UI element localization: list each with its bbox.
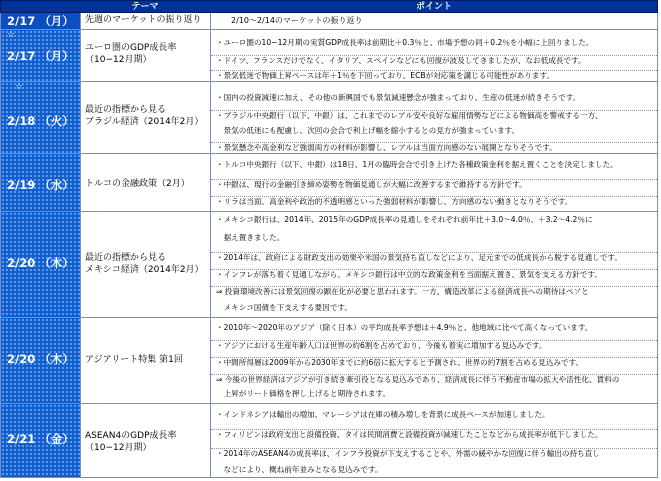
date-text: 2/18 （火） [7,114,74,128]
point-line: などにより、概ね前年並みとなる見込みです。 [216,465,383,474]
point-line: 据え置きました。 [216,233,285,242]
points-cell [211,404,657,477]
theme-line: 最近の指標から見る [85,105,167,115]
star-icon: ☆ [7,30,16,40]
theme-line: ブラジル経済（2014年2月） [85,117,204,127]
date-text: 2/19 （水） [7,178,74,192]
table-row-asia-reit [0,318,658,404]
table-row-review [0,13,658,30]
point-line: ・ブラジル中央銀行（以下、中銀）は、これまでのレアル安や良好な雇用情勢などによる物価高を警戒する一方、 [211,110,657,121]
point-line: ・アジアにおける生産年齢人口は世界の約6割を占めており、今後も着実に増加する見込みです。 [211,340,657,351]
date-text: 2/21 （金） [7,432,74,446]
theme-line: ASEAN4のGDP成長率 [85,431,177,441]
point-line: 上昇がリート価格を押し上げると期待されます。 [216,389,391,398]
point-line: ・景気低迷で物価上昇ペースは年＋1％を下回っており、ECBが対応策を講じる可能性があります。 [211,70,657,81]
table-row-brazil [0,82,658,154]
table-row-turkey [0,154,658,212]
date-cell [1,154,81,211]
header-point: ポイント [415,2,452,12]
point-line: ・中銀は、現行の金融引き締め姿勢を物価見通しが大幅に改善するまで維持する方針です。 [211,179,657,190]
date-cell [1,318,81,403]
point-line: ・国内の投資減速に加え、その他の新興国でも景気減速懸念が強まっており、生産の低迷が続きそうです。 [216,93,581,102]
date-cell [1,82,81,153]
date-cell [1,404,81,477]
theme-line: メキシコ経済（2014年2月） [85,265,204,275]
point-line: ・リラは当面、高金利や政治的不透明感といった強弱材料が影響し、方向感のない動きとなりそうです。 [211,196,657,207]
points-cell [211,82,657,153]
point-line: ・2010年～2020年のアジア（除く日本）の平均成長率予想は＋4.9％と、他地域に比べて高くなっています。 [216,323,593,332]
point-line: ・ユーロ圏の10−12月期の実質GDP成長率は前期比＋0.3％と、市場予想の同＋0.2％を小幅に上回りました。 [216,38,594,47]
point-line: ・景気懸念や高金利など強弱両方の材料が影響し、レアルは当面方向感のない展開となりそうです。 [211,142,657,153]
point-line: ・2014年のASEAN4の成長率は、インフラ投資が下支えすることや、外需の緩やかな回復に伴う輸出の持ち直し [211,448,657,459]
point-line: ・中間所得層は2009年から2030年までに約6倍に拡大すると予測され、世界の約7割を占める見込みです。 [211,357,657,368]
theme-cell [81,154,211,211]
table-row-mexico [0,212,658,318]
table-row-euro-gdp [0,30,658,82]
table-header [0,0,658,13]
point-line: メキシコ国債を下支えする要因です。 [216,303,353,312]
header-theme: テーマ [131,2,159,12]
theme-cell [81,318,211,403]
point-line: 景気の低迷にも配慮し、次回の会合で利上げ幅を縮小するとの見方が強まっています。 [216,126,520,135]
theme-line: アジアリート特集 第1回 [85,355,183,365]
point-line: ・メキシコ銀行は、2014年、2015年のGDP成長率の見通しをそれぞれ前年比＋3.0～4.0％、＋3.2～4.2％に [216,215,593,224]
point-line: ・インドネシアは輸出の増加、マレーシアは在庫の積み増しを背景に成長ペースが加速しました。 [216,410,550,419]
theme-cell [81,13,211,29]
theme-cell [81,82,211,153]
points-cell [211,212,657,317]
points-cell [211,154,657,211]
date-text: 2/17 （月） [7,49,74,63]
theme-cell [81,212,211,317]
theme-line: トルコの金融政策（2月） [85,179,190,189]
table-row-asean4 [0,404,658,478]
theme-cell [81,30,211,81]
date-cell [1,30,81,81]
point-line: 2/10～2/14のマーケットの振り返り [231,16,363,25]
date-cell [1,212,81,317]
point-line: ⇒ 今後の世界経済はアジアが引き続き牽引役となる見込みであり、経済成長に伴う不動産市場の拡大や活性化、賃料の [211,374,657,385]
point-line: ⇒ 投資環境改善には景気回復の顕在化が必要と思われます。一方、構造改革による経済成長への期待はペソと [211,286,657,297]
theme-cell [81,404,211,477]
point-line: ・ドイツ、フランスだけでなく、イタリア、スペインなどにも回復が波及してきましたが、なお低成長です。 [211,55,657,66]
theme-line: （10−12月期） [85,443,152,453]
theme-line: ユーロ圏のGDP成長率 [85,43,177,53]
theme-line: 先週のマーケットの振り返り [85,15,202,25]
points-cell [211,30,657,81]
date-text: 2/17 （月） [7,14,74,28]
star-icon: ☆ [15,82,24,92]
theme-line: （10−12月期） [85,55,152,65]
date-cell [1,13,81,29]
point-line: ・トルコ中央銀行（以下、中銀）は18日、1月の臨時会合で引き上げた各種政策金利を据え置くことを決定しました。 [216,160,618,169]
points-cell [211,13,657,29]
date-text: 2/20 （木） [7,352,74,366]
point-line: ・インフレが落ち着く見通しながら、メキシコ銀行は中立的な政策金利を当面据え置き、景気を支える方針です。 [211,269,657,280]
point-line: ・フィリピンは政府支出と設備投資、タイは民間消費と設備投資が減速したことなどから成長率が低下しました。 [211,429,657,440]
point-line: ・2014年は、政府による財政支出の効果や米国の景気持ち直しなどにより、足元までの低成長から脱する見通しです。 [211,252,657,263]
date-text: 2/20 （木） [7,256,74,270]
theme-line: 最近の指標から見る [85,253,167,263]
points-cell [211,318,657,403]
